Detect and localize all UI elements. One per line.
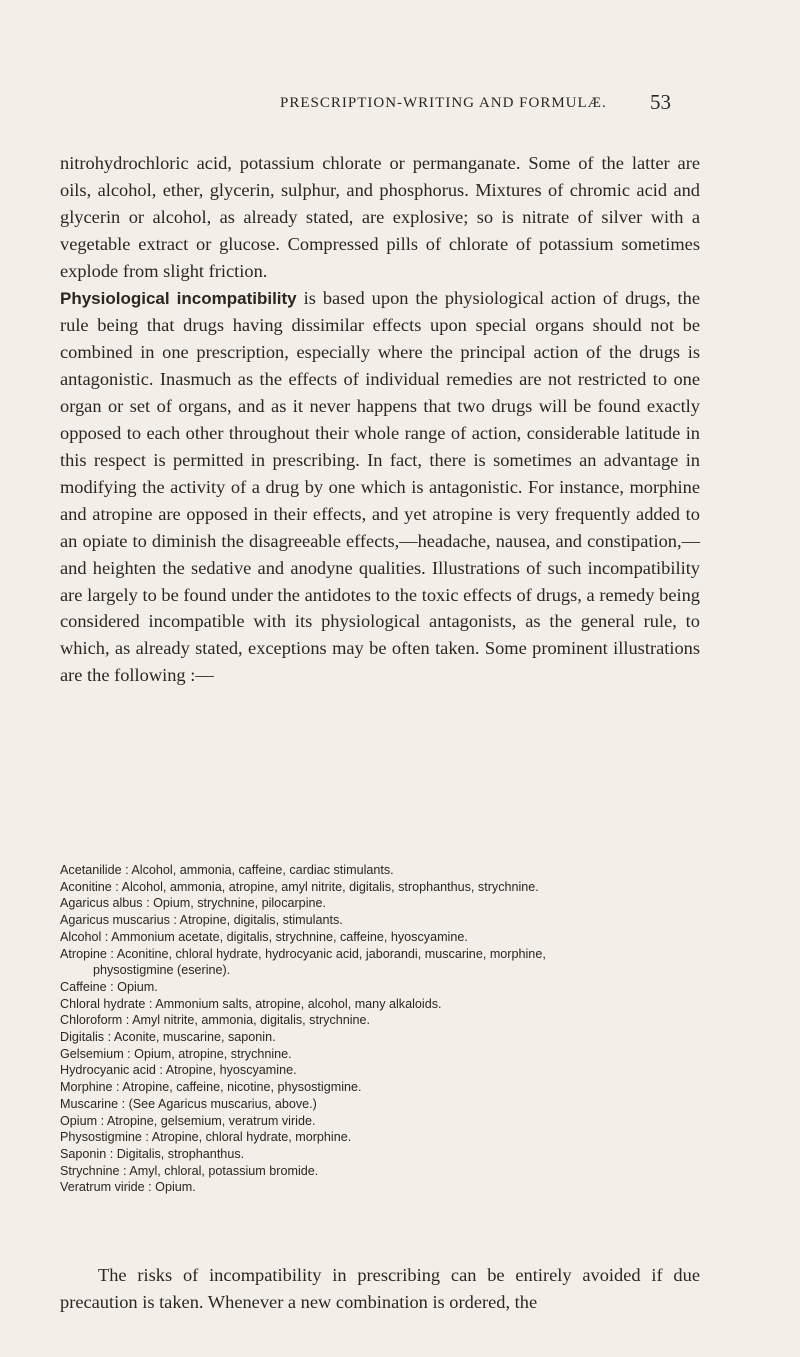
list-item: Digitalis : Aconite, muscarine, saponin. — [60, 1030, 276, 1045]
paragraph-chemical: nitrohydrochloric acid, potassium chlorate or permanganate. Some of the latter are oils, alcohol, ether, glycerin, sulphur, and phosphorus. Mixtures of chromic acid and glycerin or alcohol, as already stated, are explosive; so is nitrate of silver with a vegetable extract or glucose. Compressed pills of chlorate of potassium sometimes explode from slight friction. — [60, 153, 700, 281]
list-item: Agaricus albus : Opium, strychnine, pilocarpine. — [60, 896, 326, 911]
list-item: Gelsemium : Opium, atropine, strychnine. — [60, 1046, 292, 1061]
list-item: Chloroform : Amyl nitrite, ammonia, digitalis, strychnine. — [60, 1013, 371, 1028]
list-item: Acetanilide : Alcohol, ammonia, caffeine, cardiac stimulants. — [60, 863, 394, 877]
list-item: Agaricus muscarius : Atropine, digitalis, stimulants. — [60, 913, 343, 928]
list-item: Saponin : Digitalis, strophanthus. — [60, 1146, 245, 1161]
running-title: PRESCRIPTION-WRITING AND FORMULÆ. — [280, 95, 607, 111]
list-item: Strychnine : Amyl, chloral, potassium bromide. — [60, 1163, 319, 1178]
list-item: Alcohol : Ammonium acetate, digitalis, strychnine, caffeine, hyoscyamine. — [60, 929, 468, 944]
list-item: Physostigmine : Atropine, chloral hydrate, morphine. — [60, 1130, 352, 1145]
list-item: Muscarine : (See Agaricus muscarius, above.) — [60, 1096, 317, 1111]
list-item: Aconitine : Alcohol, ammonia, atropine, amyl nitrite, digitalis, strophanthus, strychnine. — [60, 879, 539, 894]
list-item: Morphine : Atropine, caffeine, nicotine, physostigmine. — [60, 1080, 362, 1095]
page-number: 53 — [650, 90, 671, 114]
incompatibility-list — [60, 862, 710, 1196]
list-item: Veratrum viride : Opium. — [60, 1180, 196, 1195]
list-item: Chloral hydrate : Ammonium salts, atropine, alcohol, many alkaloids. — [60, 996, 442, 1011]
section-lead: Physiological incompatibility — [60, 288, 297, 308]
list-item: Atropine : Aconitine, chloral hydrate, hydrocyanic acid, jaborandi, muscarine, morphine, — [60, 946, 546, 961]
paragraph-physiological — [60, 285, 700, 690]
paragraph-physiological-text: is based upon the physiological action of drugs, the rule being that drugs having dissimilar effects upon special organs should not be combined in one prescription, especially where the principal action of the drugs is antagonistic. Inasmuch as the effects of individual remedies are not restricted to one organ or set of organs, and as it never happens that two drugs will be found exactly opposed to each other throughout their whole range of action, considerable latitude in this respect is permitted in prescribing. In fact, there is sometimes an advantage in modifying the activity of a drug by one which is antagonistic. For instance, morphine and atropine are opposed in their effects, and yet atropine is very frequently added to an opiate to diminish the disagreeable effects,—headache, nausea, and constipation,—and heighten the sedative and anodyne qualities. Illustrations of such incompatibility are largely to be found under the antidotes to the toxic effects of drugs, a remedy being considered incompatible with its physiological antagonists, as the general rule, to which, as already stated, exceptions may be often taken. Some prominent illustrations are the following :— — [60, 287, 701, 686]
list-item: Caffeine : Opium. — [60, 979, 158, 994]
list-item-continuation: physostigmine (eserine). — [93, 963, 231, 978]
paragraph-closing: The risks of incompatibility in prescribing can be entirely avoided if due precaution is taken. Whenever a new combination is ordered, the — [60, 1265, 700, 1312]
list-item: Hydrocyanic acid : Atropine, hyoscyamine. — [60, 1063, 297, 1078]
list-item: Opium : Atropine, gelsemium, veratrum viride. — [60, 1113, 316, 1128]
body-text — [60, 150, 700, 689]
